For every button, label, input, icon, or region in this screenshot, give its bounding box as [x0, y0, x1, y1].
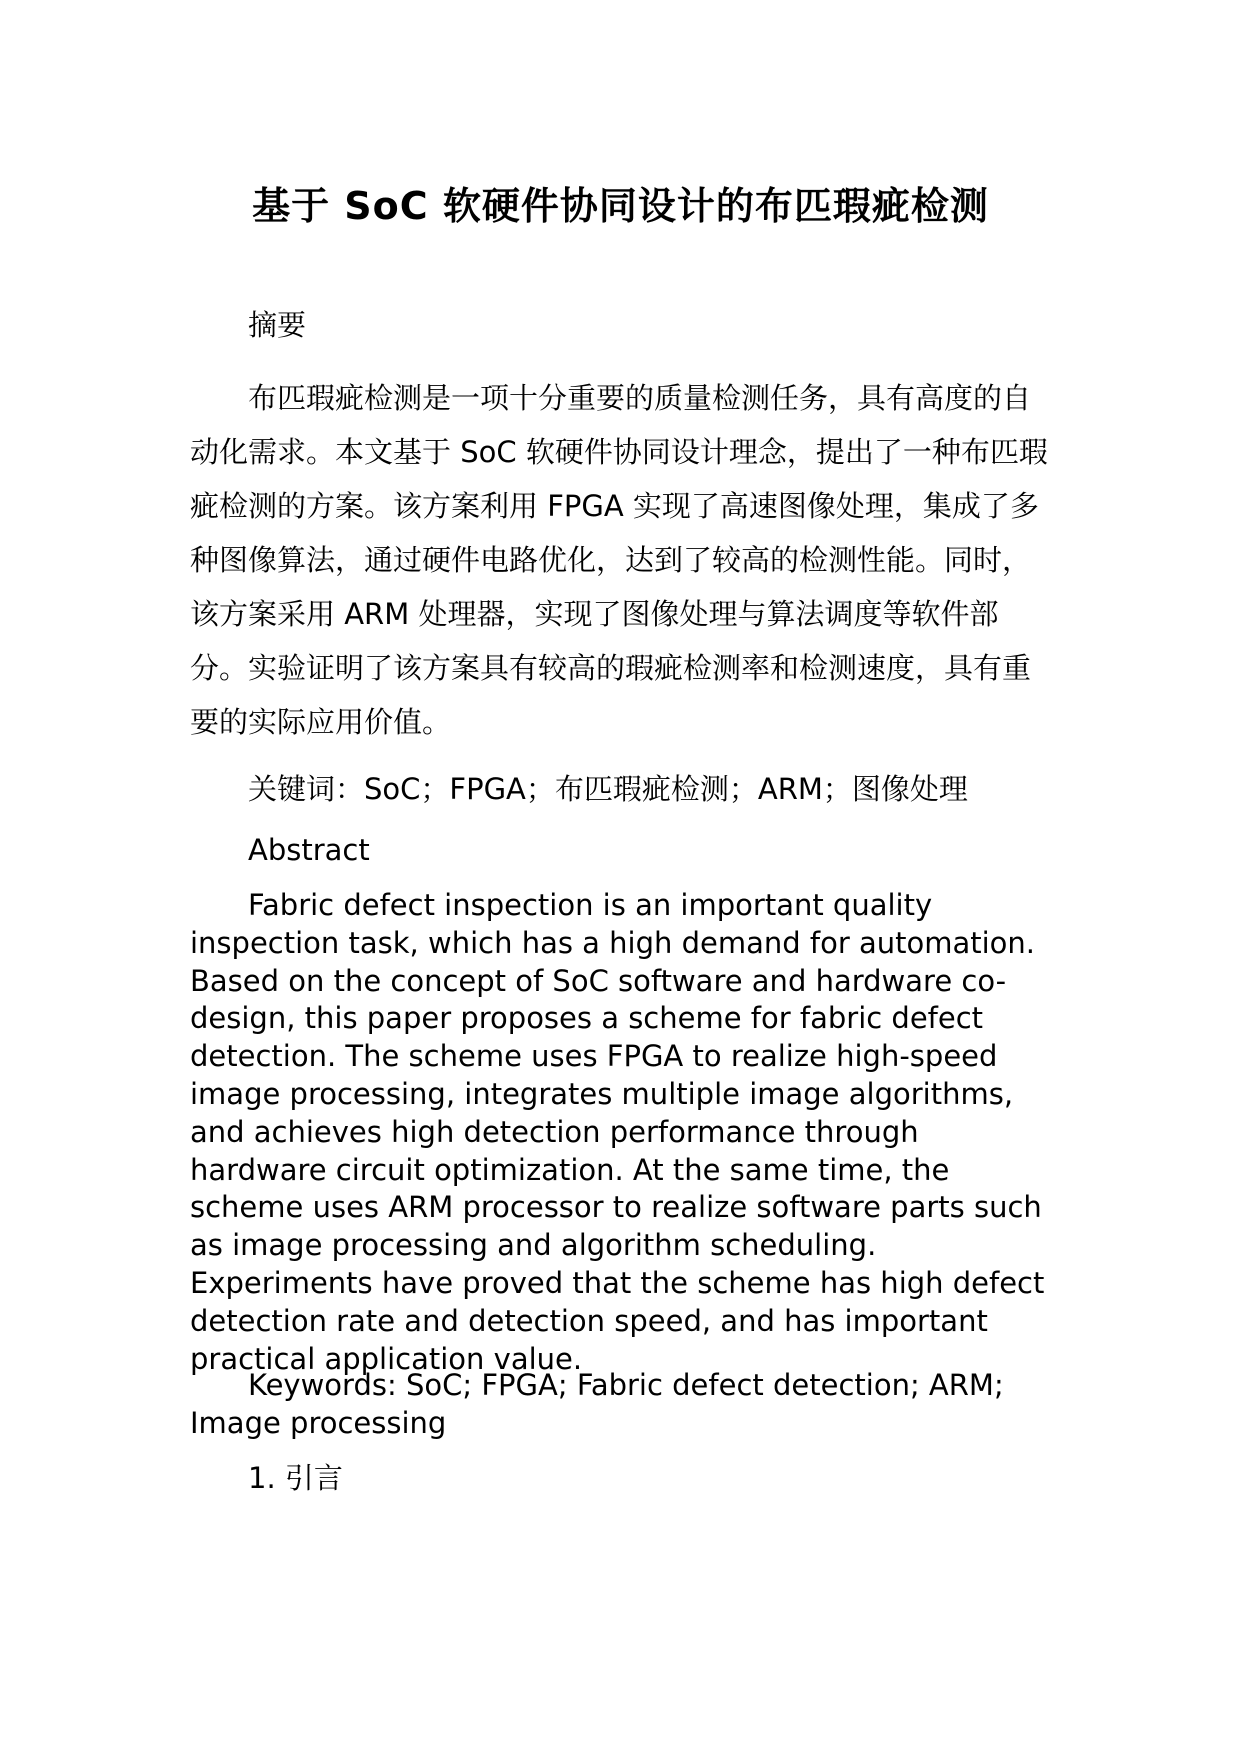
abstract-en-body: Fabric defect inspection is an important quality inspection task, which has a high demand for automation. Based on the concept of SoC software and hardware co-design, this paper proposes a scheme for fabric defect detection. The scheme uses FPGA to realize high-speed image processing, integrates multiple image algorithms, and achieves high detection performance through hardware circuit optimization. At the same time, the scheme uses ARM processor to realize software parts such as image processing and algorithm scheduling. Experiments have proved that the scheme has high defect detection rate and detection speed, and has important practical application value. [190, 888, 1045, 1376]
section-1-heading: 1. 引言 [248, 1461, 343, 1495]
document-title: 基于 SoC 软硬件协同设计的布匹瑕疵检测 [252, 184, 989, 228]
abstract-cn-heading: 摘要 [248, 308, 307, 342]
abstract-en-heading: Abstract [248, 833, 370, 867]
keywords-en: Keywords: SoC; FPGA; Fabric defect detection; ARM; Image processing [190, 1368, 1004, 1440]
keywords-cn: 关键词：SoC；FPGA；布匹瑕疵检测；ARM；图像处理 [248, 772, 968, 806]
abstract-cn-body: 布匹瑕疵检测是一项十分重要的质量检测任务，具有高度的自动化需求。本文基于 SoC 软硬件协同设计理念，提出了一种布匹瑕疵检测的方案。该方案利用 FPGA 实现了高速图像处理，集成了多种图像算法，通过硬件电路优化，达到了较高的检测性能。同时，该方案采用 ARM 处理器，实现了图像处理与算法调度等软件部分。实验证明了该方案具有较高的瑕疵检测率和检测速度，具有重要的实际应用价值。 [190, 381, 1048, 739]
